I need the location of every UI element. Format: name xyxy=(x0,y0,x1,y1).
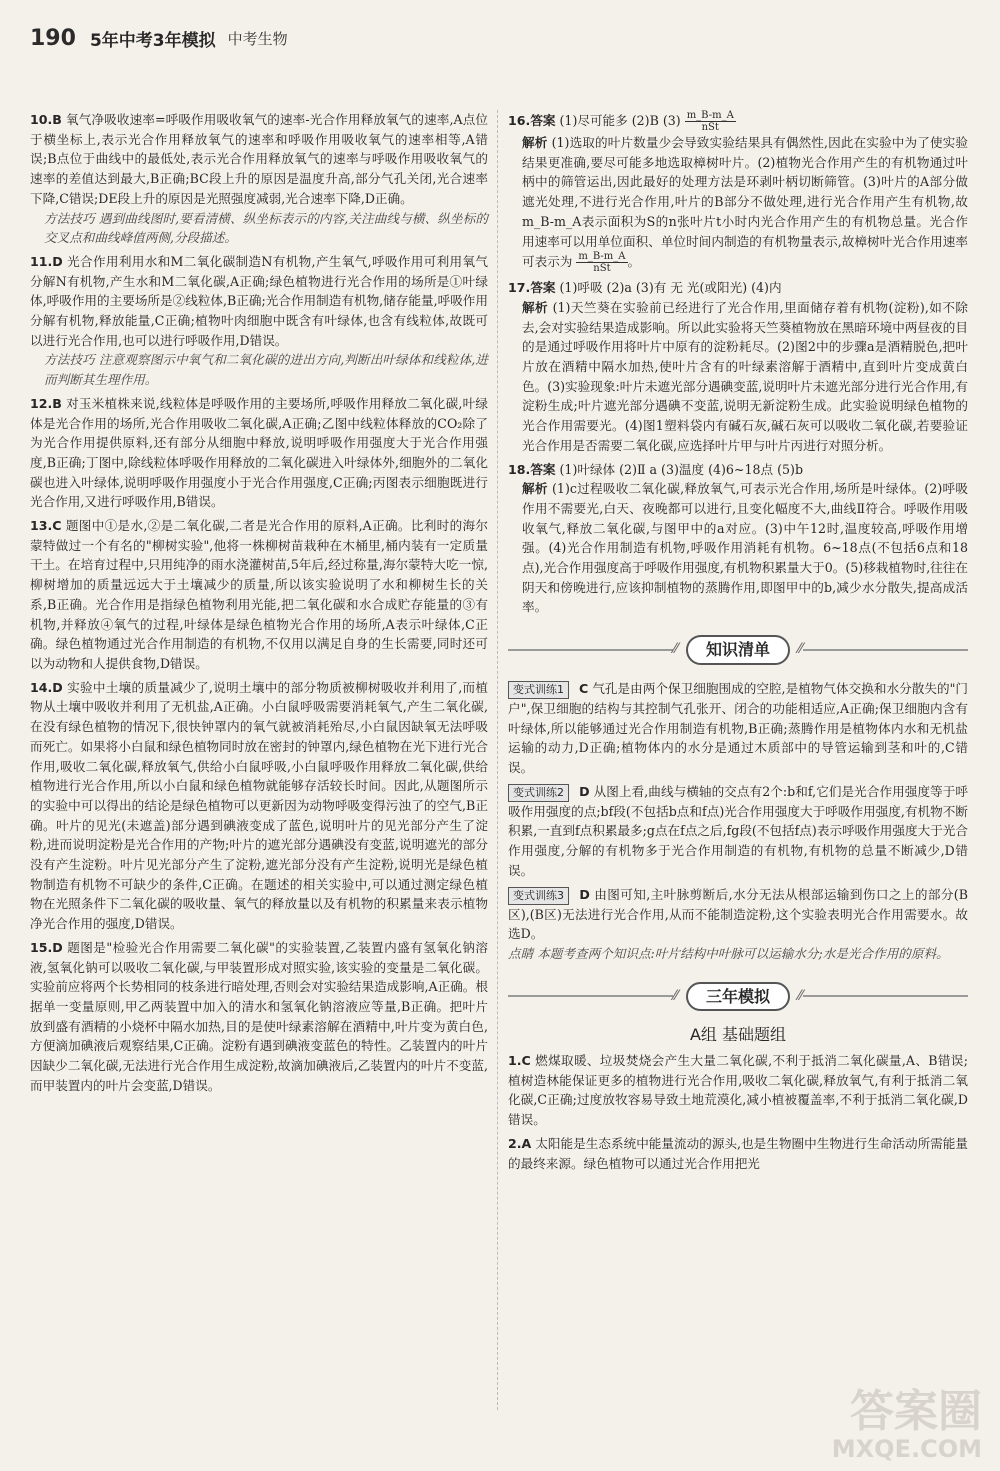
page-header xyxy=(30,22,288,54)
mock-answer-1 xyxy=(508,1051,968,1130)
answer-q16 xyxy=(508,110,968,274)
explanation-text: 燃煤取暖、垃圾焚烧会产生大量二氧化碳,不利于抵消二氧化碳量,A、B错误;植树造林能保证更多的植物进行光合作用,吸收二氧化碳,释放氧气,有利于抵消二氧化碳,C正确;过度放牧容易导致土地荒漠化,减小植被覆盖率,不利于抵消二氧化碳,D错误。 xyxy=(508,1053,968,1128)
rate-formula xyxy=(576,251,627,274)
question-number: 15.D xyxy=(30,939,63,955)
answer-q14 xyxy=(30,678,488,934)
exercise-tag: 变式训练1 xyxy=(508,681,569,699)
key-point-tip: 点睛 本题考查两个知识点:叶片结构中叶脉可以运输水分;水是光合作用的原料。 xyxy=(508,945,949,961)
exercise-answer: D xyxy=(579,886,590,902)
exercise-answer: D xyxy=(579,783,590,799)
answer-text: (1)叶绿体 (2)Ⅱ a (3)温度 (4)6~18点 (5)b xyxy=(559,461,804,477)
watermark-logo: 答案圈 xyxy=(850,1386,982,1437)
analysis xyxy=(508,479,968,617)
variant-exercise-3 xyxy=(508,885,968,964)
explanation-text: 题图中①是水,②是二氧化碳,二者是光合作用的原料,A正确。比利时的海尔蒙特做过一个有名的"柳树实验",他将一株柳树苗栽种在木桶里,桶内装有一定质量干土。在培育过程中,只用纯净的雨水浇灌树苗,5年后,经过称量,海尔蒙特大吃一惊,柳树增加的质量远远大于土壤减少的质量,所以该实验说明了水和柳树生长的关系,B正确。光合作用是指绿色植物利用光能,把二氧化碳和水合成贮存能量的③有机物,并释放④氧气的过程,叶绿体是绿色植物光合作用的场所,A表示叶绿体,C正确。绿色植物通过光合作用制造的有机物,不仅用以满足自身的生长需要,同时还可以为动物和人提供食物,D错误。 xyxy=(30,518,488,671)
section-banner-knowledge xyxy=(508,635,968,665)
right-column xyxy=(508,110,968,1177)
question-number: 11.D xyxy=(30,253,63,269)
answer-q10 xyxy=(30,110,488,248)
exercise-answer: C xyxy=(579,680,589,696)
analysis-end: 。 xyxy=(627,254,641,270)
method-tip: 方法技巧 遇到曲线图时,要看清横、纵坐标表示的内容,关注曲线与横、纵坐标的交叉点和曲线峰值两侧,分段描述。 xyxy=(44,210,488,246)
section-title: 三年模拟 xyxy=(686,982,790,1012)
answer-label: 答案 xyxy=(530,113,556,128)
question-number: 10.B xyxy=(30,112,62,127)
explanation-text: 从图上看,曲线与横轴的交点有2个:b和f,它们是光合作用强度等于呼吸作用强度的点;bf段(不包括b点和f点)光合作用强度大于呼吸作用强度,有机物不断积累,一直到f点积累最多;g点在f点之后,fg段(不包括f点)表示呼吸作用强度大于光合作用强度,分解的有机物多于光合作用制造的有机物,有机物的总量不断减少,D错误。 xyxy=(508,783,968,878)
banner-rule-left xyxy=(508,649,673,651)
analysis xyxy=(508,298,968,456)
explanation-text: 对玉米植株来说,线粒体是呼吸作用的主要场所,呼吸作用释放二氧化碳,叶绿体是光合作用的场所,光合作用吸收二氧化碳,A正确;乙图中线粒体释放的CO₂除了为光合作用提供原料,还有部分从细胞中释放,说明呼吸作用强度大于光合作用强度,B正确;丁图中,除线粒体呼吸作用释放的二氧化碳进入叶绿体外,细胞外的二氧化碳也进入叶绿体,说明呼吸作用强度小于光合作用强度,C正确;丙图表示细胞既进行光合作用,又进行呼吸作用,B错误。 xyxy=(30,395,488,510)
rate-formula xyxy=(685,110,736,133)
explanation-text: 气孔是由两个保卫细胞围成的空腔,是植物气体交换和水分散失的"门户",保卫细胞的结构与其控制气孔张开、闭合的功能相适应,A正确;保卫细胞内含有叶绿体,所以能够通过光合作用制造有机物,B正确;蒸腾作用是植物体内水和无机盐运输的动力,D正确;植物体内的水分是通过木质部中的导管运输到茎和叶的,C错误。 xyxy=(508,680,968,775)
answer-q11 xyxy=(30,252,488,390)
question-number: 17. xyxy=(508,280,531,296)
section-banner-mock xyxy=(508,982,968,1012)
group-title: A组 基础题组 xyxy=(689,1025,787,1045)
answer-label: 答案 xyxy=(530,280,556,296)
banner-slash-icon: ⁄⁄ xyxy=(673,641,678,658)
answer-q17 xyxy=(508,278,968,455)
variant-exercise-2 xyxy=(508,782,968,881)
answer-q12 xyxy=(30,394,488,512)
question-number: 2.A xyxy=(508,1135,532,1151)
explanation-text: 太阳能是生态系统中能量流动的源头,也是生物圈中生物进行生命活动所需能量的最终来源。绿色植物可以通过光合作用把光 xyxy=(508,1135,968,1171)
question-number: 14.D xyxy=(30,679,63,695)
question-number: 13.C xyxy=(30,518,62,534)
analysis-label: 解析 xyxy=(522,481,548,497)
question-number: 18. xyxy=(508,461,531,477)
answer-q15 xyxy=(30,938,488,1096)
section-title: 知识清单 xyxy=(686,635,790,665)
answer-q18 xyxy=(508,460,968,618)
explanation-text: 光合作用利用水和M二氧化碳制造N有机物,产生氧气,呼吸作用可利用氧气分解N有机物,产生水和M二氧化碳,A正确;绿色植物进行光合作用的场所是①叶绿体,呼吸作用的主要场所是②线粒体,B正确;光合作用制造有机物,储存能量,呼吸作用分解有机物,释放能量,C正确;植物叶肉细胞中既含有叶绿体,也含有线粒体,故既可以进行光合作用,也可以进行呼吸作用,D错误。 xyxy=(30,253,488,348)
column-divider xyxy=(497,110,498,1410)
answer-text: (1)尽可能多 (2)B (3) xyxy=(559,113,681,128)
question-number: 1.C xyxy=(508,1053,531,1069)
question-number: 12.B xyxy=(30,395,62,411)
book-series-title: 5年中考3年模拟 xyxy=(89,30,216,51)
left-column xyxy=(30,110,488,1099)
explanation-text: 氧气净吸收速率=呼吸作用吸收氧气的速率-光合作用释放氧气的速率,A点位于横坐标上,表示光合作用释放氧气的速率和呼吸作用吸收氧气的速率相等,A错误;B点位于曲线中的最低处,表示光合作用释放氧气的速率与呼吸作用吸收氧气的速率的差值达到最大,B正确;BC段上升的原因是温度升高,部分气孔关闭,光合速率下降,C错误;DE段上升的原因是光照强度减弱,光合速率下降,D正确。 xyxy=(30,112,488,206)
analysis xyxy=(508,133,968,274)
explanation-text: 由图可知,主叶脉剪断后,水分无法从根部运输到伤口之上的部分(B区),(B区)无法进行光合作用,从而不能制造淀粉,这个实验表明光合作用需要水。故选D。 xyxy=(508,886,968,942)
subject-title: 中考生物 xyxy=(227,29,288,48)
exercise-tag: 变式训练3 xyxy=(508,887,569,905)
analysis-label: 解析 xyxy=(522,135,548,150)
banner-rule-left xyxy=(508,995,673,997)
answer-q13 xyxy=(30,516,488,674)
formula-denominator: nSt xyxy=(701,122,719,133)
analysis-text: (1)c过程吸收二氧化碳,释放氧气,可表示光合作用,场所是叶绿体。(2)呼吸作用不需要光,白天、夜晚都可以进行,且变化幅度不大,曲线Ⅱ符合。呼吸作用吸收氧气,释放二氧化碳,与图甲中的a对应。(3)中午12时,温度较高,呼吸作用增强。(4)光合作用制造有机物,呼吸作用消耗有机物。6~18点(不包括6点和18点),光合作用强度高于呼吸作用强度,有机物积累量大于0。(5)移栽植物时,往往在阴天和傍晚进行,应该抑制植物的蒸腾作用,即图甲中的b,减少水分散失,提高成活率。 xyxy=(522,481,968,615)
formula-denominator: nSt xyxy=(593,263,611,275)
method-tip: 方法技巧 注意观察图示中氧气和二氧化碳的进出方向,判断出叶绿体和线粒体,进而判断其生理作用。 xyxy=(44,352,488,388)
answer-label: 答案 xyxy=(530,461,556,477)
banner-slash-icon: ⁄⁄ xyxy=(798,987,803,1004)
explanation-text: 实验中土壤的质量减少了,说明土壤中的部分物质被柳树吸收并利用了,而植物从土壤中吸收并利用了无机盐,A正确。小白鼠呼吸需要消耗氧气,产生二氧化碳,在没有绿色植物的情况下,很快钟罩内的氧气就被消耗殆尽,小白鼠因缺氧无法呼吸而死亡。如果将小白鼠和绿色植物同时放在密封的钟罩内,绿色植物在光下进行光合作用,吸收二氧化碳,释放氧气,供给小白鼠呼吸,小白鼠呼吸作用释放二氧化碳,供给植物进行光合作用,所以小白鼠和绿色植物就能够存活较长时间。因此,从题图所示的实验中可以得出的结论是绿色植物可以更新因为动物呼吸变得污浊了的空气,B正确。叶片的见光(未遮盖)部分遇到碘液变成了蓝色,说明叶片的见光部分产生了淀粉,进而说明淀粉是光合作用的产物;叶片的遮光部分遇碘没有变蓝,说明遮光的部分没有产生淀粉。叶片见光部分产生了淀粉,遮光部分没有产生淀粉,说明光是绿色植物制造有机物不可缺少的条件,C正确。在题述的相关实验中,可以通过测定绿色植物在光照条件下二氧化碳的吸收量、氧气的释放量以及有机物的积累量来表示植物净光合作用的强度,D错误。 xyxy=(30,679,488,932)
analysis-text: (1)选取的叶片数量少会导致实验结果具有偶然性,因此在实验中为了使实验结果更准确,要尽可能多地选取樟树叶片。(2)植物光合作用产生的有机物通过叶柄中的筛管运出,因此最好的处理方法是环剥叶柄切断筛管。(3)叶片的A部分做遮光处理,不进行光合作用,叶片的B部分不做处理,进行光合作用产生有机物,故m_B-m_A表示面积为S的n张叶片t小时内光合作用产生的有机物总量。光合作用速率可以用单位面积、单位时间内制造的有机物量表示,故樟树叶光合作用速率可表示为 xyxy=(522,135,968,270)
page-number: 190 xyxy=(30,25,76,51)
mock-answer-2 xyxy=(508,1134,968,1173)
site-watermark xyxy=(831,1386,982,1463)
analysis-label: 解析 xyxy=(522,299,549,315)
answer-line xyxy=(508,110,968,133)
watermark-url: MXQE.COM xyxy=(831,1435,982,1463)
answer-line xyxy=(508,278,968,298)
answer-text: (1)呼吸 (2)a (3)有 无 光(或阳光) (4)内 xyxy=(559,280,782,296)
analysis-text: (1)天竺葵在实验前已经进行了光合作用,里面储存着有机物(淀粉),如不除去,会对实验结果造成影响。所以此实验将天竺葵植物放在黑暗环境中两昼夜的目的是通过呼吸作用将叶片中原有的淀粉耗尽。(2)图2中的步骤a是酒精脱色,把叶片放在酒精中隔水加热,使叶片含有的叶绿素溶解于酒精中,直到叶片变成黄白色。(3)实验现象:叶片未遮光部分遇碘变蓝,说明叶片未遮光部分进行光合作用,有淀粉生成;叶片遮光部分遇碘不变蓝,说明无新淀粉生成。此实验说明绿色植物的光合作用需要光。(4)图1塑料袋内有碱石灰,碱石灰可以吸收二氧化碳,若要验证光合作用是否需要二氧化碳,应选择叶片甲与叶片丙进行对照分析。 xyxy=(522,299,968,453)
question-number: 16. xyxy=(508,113,531,128)
banner-rule-right xyxy=(803,995,968,997)
variant-exercise-1 xyxy=(508,679,968,778)
formula-numerator: m_B-m_A xyxy=(686,110,734,121)
explanation-text: 题图是"检验光合作用需要二氧化碳"的实验装置,乙装置内盛有氢氧化钠溶液,氢氧化钠可以吸收二氧化碳,与甲装置形成对照实验,该实验的变量是二氧化碳。实验前应将两个长势相同的枝条进行暗处理,否则会对实验结果造成影响,A正确。根据单一变量原则,甲乙两装置中加入的清水和氢氧化钠溶液应等量,B正确。把叶片放到盛有酒精的小烧杯中隔水加热,目的是使叶绿素溶解在酒精中,叶片变为黄白色,方便滴加碘液后观察结果,C正确。淀粉有遇到碘液变蓝色的特性。乙装置内的叶片因缺少二氧化碳,无法进行光合作用生成淀粉,故滴加碘液后,乙装置内的叶片不变蓝,而甲装置内的叶片会变蓝,D错误。 xyxy=(30,939,488,1093)
answer-line xyxy=(508,460,968,480)
formula-numerator: m_B-m_A xyxy=(578,251,626,263)
banner-slash-icon: ⁄⁄ xyxy=(673,987,678,1004)
banner-slash-icon: ⁄⁄ xyxy=(798,641,803,658)
banner-rule-right xyxy=(803,649,968,651)
exercise-tag: 变式训练2 xyxy=(508,784,569,802)
